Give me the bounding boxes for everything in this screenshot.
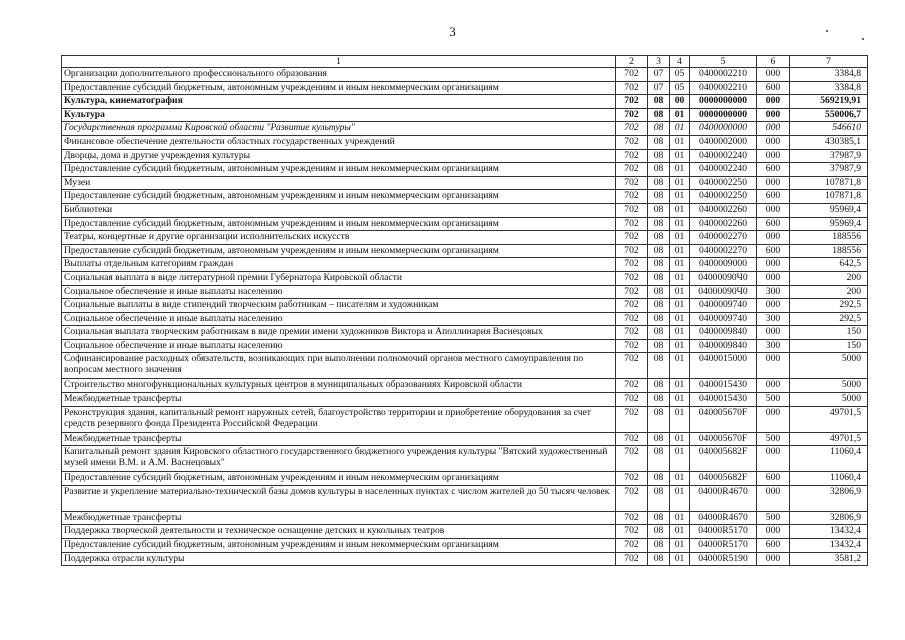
expense-type-cell: 000 [757, 122, 790, 136]
row-name-cell: Социальное обеспечение и иные выплаты населению [62, 339, 616, 353]
row-name-cell: Предоставление субсидий бюджетным, автономным учреждениям и иным некоммерческим организациям [62, 190, 616, 204]
amount-cell: 292,5 [790, 312, 868, 326]
target-article-cell: 0400002270 [690, 244, 757, 258]
section-code-cell: 08 [648, 135, 670, 149]
expense-type-cell: 000 [757, 353, 790, 379]
row-name-cell: Театры, концертные и другие организации исполнительских искусств [62, 231, 616, 245]
ministry-code-cell: 702 [616, 485, 648, 511]
expense-type-cell: 600 [757, 217, 790, 231]
section-code-cell: 08 [648, 511, 670, 525]
target-article-cell: 040005682F [690, 446, 757, 472]
column-header: 7 [790, 56, 868, 68]
table-header-row [62, 56, 868, 68]
subsection-code-cell: 01 [670, 339, 690, 353]
subsection-code-cell: 01 [670, 163, 690, 177]
row-name-cell: Социальные выплаты в виде стипендий творческим работникам – писателям и художникам [62, 299, 616, 313]
subsection-code-cell: 01 [670, 244, 690, 258]
row-name-cell: Финансовое обеспечение деятельности областных государственных учреждений [62, 135, 616, 149]
row-name-cell: Культура, кинематография [62, 95, 616, 109]
subsection-code-cell: 01 [670, 472, 690, 486]
target-article-cell: 0400009000 [690, 258, 757, 272]
page-number: 3 [449, 24, 456, 39]
expense-type-cell: 000 [757, 176, 790, 190]
expense-type-cell: 600 [757, 244, 790, 258]
table-row [62, 176, 868, 190]
subsection-code-cell: 01 [670, 135, 690, 149]
section-code-cell: 08 [648, 312, 670, 326]
amount-cell: 5000 [790, 379, 868, 393]
ministry-code-cell: 702 [616, 299, 648, 313]
expense-type-cell: 000 [757, 326, 790, 340]
table-row [62, 472, 868, 486]
table-row [62, 511, 868, 525]
expense-type-cell: 600 [757, 163, 790, 177]
ministry-code-cell: 702 [616, 108, 648, 122]
section-code-cell: 07 [648, 81, 670, 95]
row-name-cell: Капитальный ремонт здания Кировского областного государственного бюджетного учреждения культуры "Вятский художественный музей имени В.М. и А.М. Васнецовых" [62, 446, 616, 472]
section-code-cell: 08 [648, 285, 670, 299]
target-article-cell: 0400015000 [690, 353, 757, 379]
subsection-code-cell: 01 [670, 525, 690, 539]
expense-type-cell: 300 [757, 285, 790, 299]
subsection-code-cell: 01 [670, 432, 690, 446]
amount-cell: 49701,5 [790, 432, 868, 446]
expense-type-cell: 000 [757, 406, 790, 432]
subsection-code-cell: 01 [670, 552, 690, 566]
subsection-code-cell: 01 [670, 446, 690, 472]
target-article-cell: 0000000000 [690, 95, 757, 109]
column-header: 5 [690, 56, 757, 68]
expense-type-cell: 500 [757, 393, 790, 407]
expense-type-cell: 000 [757, 203, 790, 217]
ministry-code-cell: 702 [616, 81, 648, 95]
row-name-cell: Предоставление субсидий бюджетным, автономным учреждениям и иным некоммерческим организациям [62, 539, 616, 553]
column-header: 1 [62, 56, 616, 68]
subsection-code-cell: 01 [670, 379, 690, 393]
ministry-code-cell: 702 [616, 271, 648, 285]
ministry-code-cell: 702 [616, 339, 648, 353]
amount-cell: 95969,4 [790, 217, 868, 231]
table-row [62, 432, 868, 446]
ministry-code-cell: 702 [616, 446, 648, 472]
ministry-code-cell: 702 [616, 393, 648, 407]
row-name-cell: Поддержка отрасли культуры [62, 552, 616, 566]
table-row [62, 326, 868, 340]
target-article-cell: 04000R5170 [690, 539, 757, 553]
target-article-cell: 0400009840 [690, 339, 757, 353]
target-article-cell: 0400015430 [690, 379, 757, 393]
row-name-cell: Социальная выплата в виде литературной премии Губернатора Кировской области [62, 271, 616, 285]
row-name-cell: Предоставление субсидий бюджетным, автономным учреждениям и иным некоммерческим организациям [62, 244, 616, 258]
target-article-cell: 0400002270 [690, 231, 757, 245]
amount-cell: 430385,1 [790, 135, 868, 149]
scan-speck [862, 38, 864, 40]
ministry-code-cell: 702 [616, 217, 648, 231]
section-code-cell: 08 [648, 217, 670, 231]
table-row [62, 203, 868, 217]
subsection-code-cell: 01 [670, 122, 690, 136]
section-code-cell: 08 [648, 406, 670, 432]
subsection-code-cell: 05 [670, 68, 690, 82]
section-code-cell: 08 [648, 353, 670, 379]
section-code-cell: 08 [648, 122, 670, 136]
subsection-code-cell: 01 [670, 511, 690, 525]
row-name-cell: Предоставление субсидий бюджетным, автономным учреждениям и иным некоммерческим организациям [62, 472, 616, 486]
row-name-cell: Предоставление субсидий бюджетным, автономным учреждениям и иным некоммерческим организациям [62, 217, 616, 231]
section-code-cell: 08 [648, 258, 670, 272]
target-article-cell: 040005670F [690, 432, 757, 446]
row-name-cell: Государственная программа Кировской области "Развитие культуры" [62, 122, 616, 136]
section-code-cell: 08 [648, 299, 670, 313]
expense-type-cell: 600 [757, 81, 790, 95]
amount-cell: 107871,8 [790, 176, 868, 190]
subsection-code-cell: 01 [670, 217, 690, 231]
expense-type-cell: 000 [757, 95, 790, 109]
section-code-cell: 08 [648, 190, 670, 204]
amount-cell: 188556 [790, 244, 868, 258]
row-name-cell: Реконструкция здания, капитальный ремонт наружных сетей, благоустройство территории и приобретение оборудования за счет средств резервного фонда Президента Российской Федерации [62, 406, 616, 432]
table-row [62, 353, 868, 379]
row-name-cell: Межбюджетные трансферты [62, 432, 616, 446]
subsection-code-cell: 01 [670, 485, 690, 511]
row-name-cell: Предоставление субсидий бюджетным, автономным учреждениям и иным некоммерческим организациям [62, 81, 616, 95]
target-article-cell: 0400002250 [690, 176, 757, 190]
expense-type-cell: 000 [757, 485, 790, 511]
table-row [62, 285, 868, 299]
row-name-cell: Поддержка творческой деятельности и техническое оснащение детских и кукольных театров [62, 525, 616, 539]
table-row [62, 379, 868, 393]
amount-cell: 32806,9 [790, 485, 868, 511]
table-row [62, 81, 868, 95]
expense-type-cell: 000 [757, 299, 790, 313]
expense-type-cell: 500 [757, 432, 790, 446]
amount-cell: 11060,4 [790, 472, 868, 486]
subsection-code-cell: 01 [670, 539, 690, 553]
expense-type-cell: 000 [757, 525, 790, 539]
ministry-code-cell: 702 [616, 258, 648, 272]
section-code-cell: 08 [648, 379, 670, 393]
section-code-cell: 08 [648, 432, 670, 446]
table-row [62, 95, 868, 109]
amount-cell: 150 [790, 339, 868, 353]
ministry-code-cell: 702 [616, 406, 648, 432]
row-name-cell: Предоставление субсидий бюджетным, автономным учреждениям и иным некоммерческим организациям [62, 163, 616, 177]
table-row [62, 258, 868, 272]
row-name-cell: Софинансирование расходных обязательств, возникающих при выполнении полномочий органов местного самоуправления по вопросам местного значения [62, 353, 616, 379]
section-code-cell: 08 [648, 552, 670, 566]
amount-cell: 292,5 [790, 299, 868, 313]
target-article-cell: 04000090Ч0 [690, 271, 757, 285]
amount-cell: 546610 [790, 122, 868, 136]
ministry-code-cell: 702 [616, 244, 648, 258]
table-row [62, 271, 868, 285]
subsection-code-cell: 00 [670, 95, 690, 109]
table-row [62, 312, 868, 326]
expense-type-cell: 000 [757, 68, 790, 82]
amount-cell: 569219,91 [790, 95, 868, 109]
row-name-cell: Развитие и укрепление материально-технической базы домов культуры в населенных пунктах с числом жителей до 50 тысяч человек [62, 485, 616, 511]
table-row [62, 122, 868, 136]
expense-type-cell: 000 [757, 149, 790, 163]
expense-type-cell: 000 [757, 271, 790, 285]
amount-cell: 5000 [790, 353, 868, 379]
table-row [62, 406, 868, 432]
ministry-code-cell: 702 [616, 552, 648, 566]
table-row [62, 539, 868, 553]
expense-type-cell: 300 [757, 339, 790, 353]
target-article-cell: 0400002260 [690, 217, 757, 231]
section-code-cell: 08 [648, 393, 670, 407]
section-code-cell: 08 [648, 525, 670, 539]
expense-type-cell: 500 [757, 511, 790, 525]
section-code-cell: 08 [648, 149, 670, 163]
table-body [62, 68, 868, 566]
row-name-cell: Культура [62, 108, 616, 122]
row-name-cell: Дворцы, дома и другие учреждения культуры [62, 149, 616, 163]
budget-table [61, 55, 868, 566]
row-name-cell: Социальное обеспечение и иные выплаты населению [62, 312, 616, 326]
table-row [62, 552, 868, 566]
amount-cell: 37987,9 [790, 163, 868, 177]
table-row [62, 299, 868, 313]
table-row [62, 190, 868, 204]
section-code-cell: 08 [648, 95, 670, 109]
ministry-code-cell: 702 [616, 95, 648, 109]
subsection-code-cell: 01 [670, 190, 690, 204]
ministry-code-cell: 702 [616, 379, 648, 393]
amount-cell: 200 [790, 271, 868, 285]
ministry-code-cell: 702 [616, 539, 648, 553]
amount-cell: 188556 [790, 231, 868, 245]
expense-type-cell: 300 [757, 312, 790, 326]
table-row [62, 108, 868, 122]
amount-cell: 107871,8 [790, 190, 868, 204]
row-name-cell: Библиотеки [62, 203, 616, 217]
amount-cell: 11060,4 [790, 446, 868, 472]
subsection-code-cell: 01 [670, 299, 690, 313]
target-article-cell: 0000000000 [690, 108, 757, 122]
ministry-code-cell: 702 [616, 326, 648, 340]
target-article-cell: 0400009840 [690, 326, 757, 340]
section-code-cell: 08 [648, 231, 670, 245]
row-name-cell: Строительство многофункциональных культурных центров в муниципальных образованиях Кировской области [62, 379, 616, 393]
section-code-cell: 08 [648, 472, 670, 486]
row-name-cell: Выплаты отдельным категориям граждан [62, 258, 616, 272]
table-row [62, 68, 868, 82]
amount-cell: 37987,9 [790, 149, 868, 163]
amount-cell: 3384,8 [790, 81, 868, 95]
ministry-code-cell: 702 [616, 149, 648, 163]
subsection-code-cell: 01 [670, 271, 690, 285]
ministry-code-cell: 702 [616, 432, 648, 446]
column-header: 3 [648, 56, 670, 68]
subsection-code-cell: 01 [670, 176, 690, 190]
expense-type-cell: 600 [757, 539, 790, 553]
subsection-code-cell: 01 [670, 353, 690, 379]
target-article-cell: 04000R5170 [690, 525, 757, 539]
column-header: 6 [757, 56, 790, 68]
expense-type-cell: 600 [757, 190, 790, 204]
row-name-cell: Межбюджетные трансферты [62, 393, 616, 407]
ministry-code-cell: 702 [616, 511, 648, 525]
section-code-cell: 08 [648, 203, 670, 217]
subsection-code-cell: 05 [670, 81, 690, 95]
target-article-cell: 0400002240 [690, 149, 757, 163]
row-name-cell: Социальная выплата творческим работникам в виде премии имени художников Виктора и Аполлинария Васнецовых [62, 326, 616, 340]
section-code-cell: 08 [648, 446, 670, 472]
expense-type-cell: 000 [757, 135, 790, 149]
amount-cell: 32806,9 [790, 511, 868, 525]
expense-type-cell: 000 [757, 258, 790, 272]
amount-cell: 150 [790, 326, 868, 340]
amount-cell: 200 [790, 285, 868, 299]
section-code-cell: 07 [648, 68, 670, 82]
ministry-code-cell: 702 [616, 190, 648, 204]
row-name-cell: Межбюджетные трансферты [62, 511, 616, 525]
amount-cell: 550006,7 [790, 108, 868, 122]
ministry-code-cell: 702 [616, 525, 648, 539]
amount-cell: 3384,8 [790, 68, 868, 82]
subsection-code-cell: 01 [670, 393, 690, 407]
section-code-cell: 08 [648, 163, 670, 177]
amount-cell: 13432,4 [790, 539, 868, 553]
subsection-code-cell: 01 [670, 312, 690, 326]
ministry-code-cell: 702 [616, 68, 648, 82]
target-article-cell: 0400009740 [690, 312, 757, 326]
ministry-code-cell: 702 [616, 176, 648, 190]
table-row [62, 163, 868, 177]
table-row [62, 393, 868, 407]
subsection-code-cell: 01 [670, 203, 690, 217]
expense-type-cell: 000 [757, 552, 790, 566]
amount-cell: 5000 [790, 393, 868, 407]
section-code-cell: 08 [648, 485, 670, 511]
subsection-code-cell: 01 [670, 231, 690, 245]
row-name-cell: Музеи [62, 176, 616, 190]
target-article-cell: 0400000000 [690, 122, 757, 136]
target-article-cell: 0400002260 [690, 203, 757, 217]
ministry-code-cell: 702 [616, 353, 648, 379]
target-article-cell: 0400009740 [690, 299, 757, 313]
expense-type-cell: 600 [757, 472, 790, 486]
ministry-code-cell: 702 [616, 135, 648, 149]
target-article-cell: 0400002210 [690, 81, 757, 95]
amount-cell: 642,5 [790, 258, 868, 272]
amount-cell: 3581,2 [790, 552, 868, 566]
table-row [62, 135, 868, 149]
table-row [62, 339, 868, 353]
section-code-cell: 08 [648, 326, 670, 340]
table-row [62, 149, 868, 163]
target-article-cell: 04000R4670 [690, 511, 757, 525]
subsection-code-cell: 01 [670, 326, 690, 340]
column-header: 2 [616, 56, 648, 68]
expense-type-cell: 000 [757, 231, 790, 245]
ministry-code-cell: 702 [616, 285, 648, 299]
expense-type-cell: 000 [757, 446, 790, 472]
table-row [62, 485, 868, 511]
section-code-cell: 08 [648, 244, 670, 258]
target-article-cell: 0400002210 [690, 68, 757, 82]
target-article-cell: 0400002250 [690, 190, 757, 204]
subsection-code-cell: 01 [670, 108, 690, 122]
section-code-cell: 08 [648, 339, 670, 353]
section-code-cell: 08 [648, 539, 670, 553]
table-row [62, 217, 868, 231]
ministry-code-cell: 702 [616, 122, 648, 136]
expense-type-cell: 000 [757, 379, 790, 393]
target-article-cell: 0400015430 [690, 393, 757, 407]
target-article-cell: 04000R5190 [690, 552, 757, 566]
subsection-code-cell: 01 [670, 406, 690, 432]
scan-speck [826, 30, 828, 32]
target-article-cell: 040005682F [690, 472, 757, 486]
ministry-code-cell: 702 [616, 312, 648, 326]
target-article-cell: 04000R4670 [690, 485, 757, 511]
subsection-code-cell: 01 [670, 149, 690, 163]
target-article-cell: 0400002240 [690, 163, 757, 177]
subsection-code-cell: 01 [670, 258, 690, 272]
table-row [62, 446, 868, 472]
table-row [62, 244, 868, 258]
amount-cell: 13432,4 [790, 525, 868, 539]
expense-type-cell: 000 [757, 108, 790, 122]
table-row [62, 525, 868, 539]
column-header: 4 [670, 56, 690, 68]
section-code-cell: 08 [648, 176, 670, 190]
table-row [62, 231, 868, 245]
amount-cell: 95969,4 [790, 203, 868, 217]
target-article-cell: 04000090Ч0 [690, 285, 757, 299]
section-code-cell: 08 [648, 108, 670, 122]
row-name-cell: Социальное обеспечение и иные выплаты населению [62, 285, 616, 299]
row-name-cell: Организации дополнительного профессионального образования [62, 68, 616, 82]
section-code-cell: 08 [648, 271, 670, 285]
amount-cell: 49701,5 [790, 406, 868, 432]
subsection-code-cell: 01 [670, 285, 690, 299]
target-article-cell: 040005670F [690, 406, 757, 432]
ministry-code-cell: 702 [616, 203, 648, 217]
target-article-cell: 0400002000 [690, 135, 757, 149]
ministry-code-cell: 702 [616, 231, 648, 245]
ministry-code-cell: 702 [616, 163, 648, 177]
ministry-code-cell: 702 [616, 472, 648, 486]
